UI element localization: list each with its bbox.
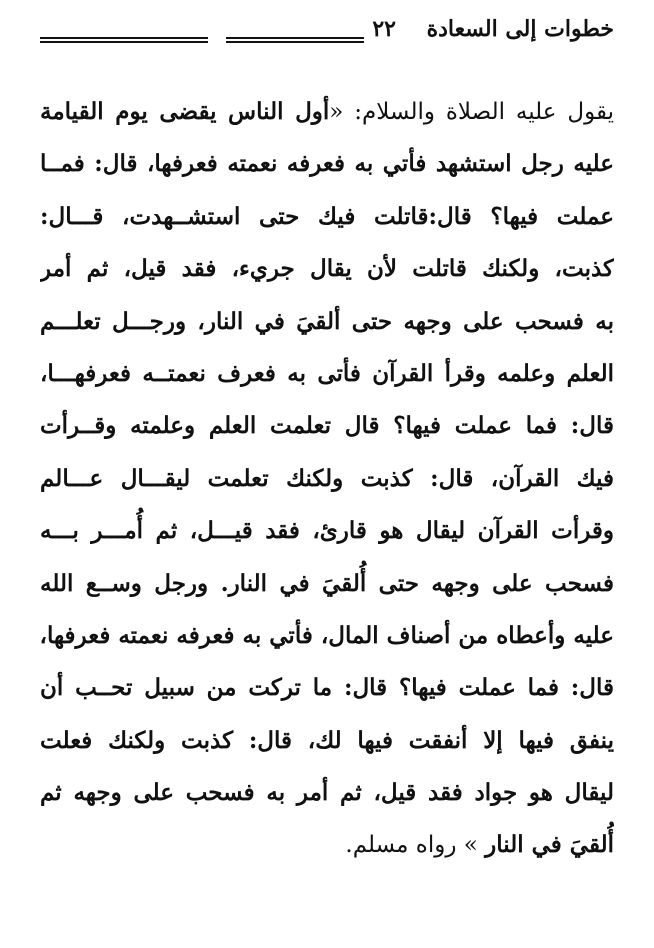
- text-line-14: ليقال هو جواد فقد قيل، ثم أمر به فسحب على وجهه ثم: [40, 779, 614, 807]
- text-line-3: عملت فيها؟ قال:قاتلت فيك حتى استشــهدت، قـــال:: [40, 202, 614, 230]
- text-line-4: كذبت، ولكنك قاتلت لأن يقال جريء، فقد قيل، ثم أمر: [40, 255, 614, 283]
- text-line-8: فيك القرآن، قال: كذبت ولكنك تعلمت ليقـــال عـــالم: [40, 464, 614, 492]
- text-line-15: [40, 819, 614, 871]
- hadith-text: [40, 86, 614, 872]
- text-line-5: به فسحب على وجهه حتى ألقيَ في النار، ورجـــل تعلـــم: [40, 307, 614, 335]
- text-intro: يقول عليه الصلاة والسلام: «: [329, 99, 614, 125]
- text-line-13: ينفق فيها إلا أنفقت فيها لك، قال: كذبت ولكنك فعلت: [40, 726, 614, 754]
- text-line-12: قال: فما عملت فيها؟ قال: ما تركت من سبيل تحــب أن: [40, 674, 614, 702]
- text-line-1: [40, 86, 614, 138]
- text-line-7: قال: فما عملت فيها؟ قال تعلمت العلم وعلمته وقــرأت: [40, 412, 614, 440]
- page-number: ٢٢: [372, 16, 396, 42]
- text-line-11: عليه وأعطاه من أصناف المال، فأتي به فعرفه نعمته فعرفها،: [40, 621, 614, 649]
- header-rule-left: [40, 37, 208, 43]
- header-rule-middle: [226, 37, 364, 43]
- book-title: خطوات إلى السعادة: [426, 16, 614, 42]
- text-line-9: وقرأت القرآن ليقال هو قارئ، فقد قيـــل، ثم أُمـــر بـــه: [40, 517, 614, 545]
- text-line-6: العلم وعلمه وقرأ القرآن فأتى به فعرف نعمتــه فعرفهـــا،: [40, 359, 614, 387]
- text-line-2: عليه رجل استشهد فأتي به فعرفه نعمته فعرفها، قال: فمــا: [40, 150, 614, 178]
- text-last-main: أُلقيَ في النار: [485, 831, 614, 859]
- page-header: [40, 14, 614, 54]
- text-line-1-rest: أول الناس يقضى يوم القيامة: [40, 98, 330, 125]
- text-line-10: فسحب على وجهه حتى أُلقيَ في النار. ورجل وســع الله: [40, 569, 614, 597]
- text-citation: » رواه مسلم.: [345, 832, 486, 859]
